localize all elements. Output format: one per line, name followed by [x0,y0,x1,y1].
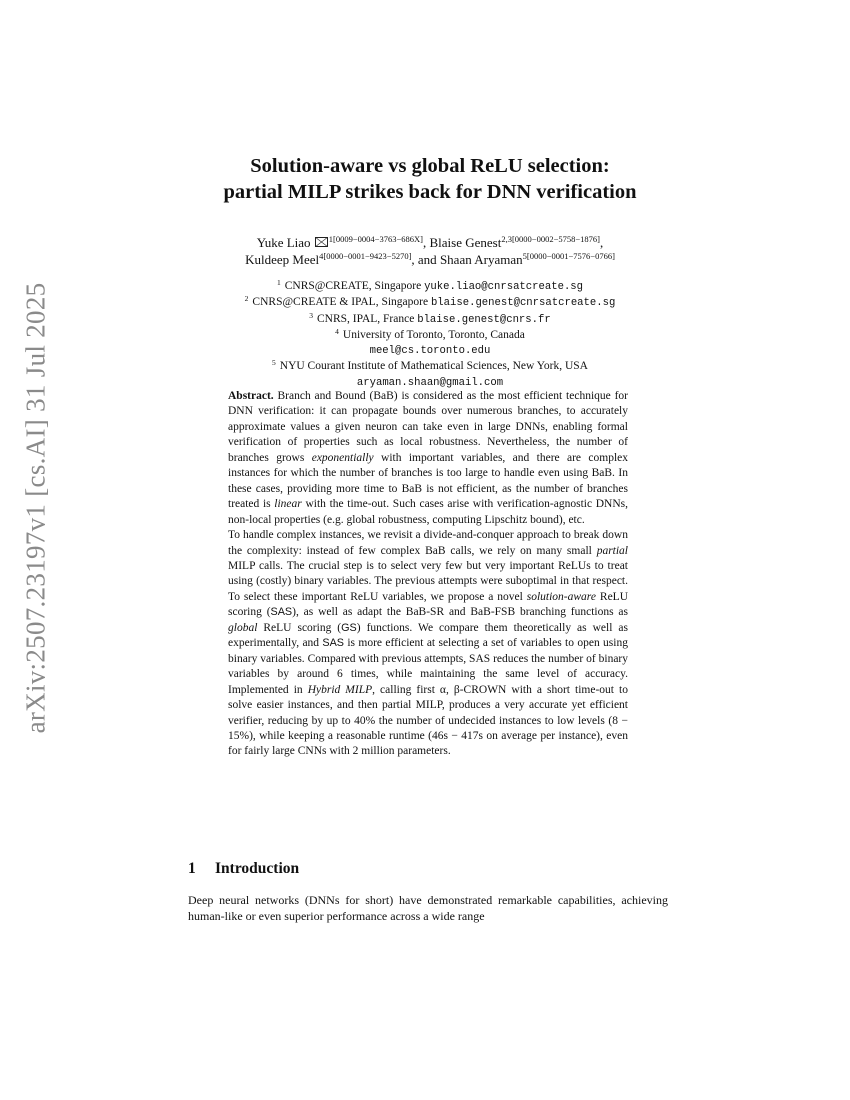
author-line-1: Yuke Liao $^{1[0009-0004-3763-686X]}$, Blaise Genest$^{2,3[0000-0002-5758-1876]}$, [256,234,604,250]
affiliation-2: $^2$ CNRS@CREATE & IPAL, Singapore blaise.genest@cnrsatcreate.sg [244,294,616,310]
affiliation-4-email [150,343,710,359]
author-orcid[interactable]: 4[0000−0001−9423−5270] [319,251,412,261]
intro-paragraph: Deep neural networks (DNNs for short) have demonstrated remarkable capabilities, achieving human-like or even superior performance across a wide range [188,893,668,923]
affiliation-3: $^3$ CNRS, IPAL, France blaise.genest@cnrs.fr [309,310,551,326]
affiliation-4: $^4$ University of Toronto, Toronto, Canada [335,326,525,341]
author-line-2: Kuldeep Meel$^{4[0000-0001-9423-5270]}$, and Shaan Aryaman$^{5[0000-0001-7576-0766]}$ [245,251,615,267]
email-link[interactable]: aryaman.shaan@gmail.com [356,376,504,389]
author-name: Shaan Aryaman [439,252,523,267]
abstract-paragraph-2: To handle complex instances, we revisit a divide-and-conquer approach to break down the complexity: instead of few complex BaB calls, we rely on many small partial MILP calls. The crucial step is to select very few but very important ReLUs to treat using (costly) binary variables. The previous attempts were suboptimal in that respect. To select these important ReLU variables, we propose a novel solution-aware ReLU scoring (SAS), as well as adapt the BaB-SR and BaB-FSB branching functions as global ReLU scoring (GS) functions. We compare them theoretically as well as experimentally, and SAS is more efficient at selecting a set of variables to open using binary variables. Compared with previous attempts, SAS reduces the number of binary variables by around 6 times, while maintaining the same level of accuracy. Implemented in Hybrid MILP, calling first α, β-CROWN with a short time-out to solve easier instances, and then partial MILP, produces a very accurate yet efficient verifier, reducing by up to 40% the number of undecided instances to low levels (8 − 15%), while keeping a reasonable runtime (46s − 417s on average per instance), even for fairly large CNNs with 2 million parameters. [228,529,629,758]
author-orcid[interactable]: 2,3[0000−0002−5758−1876] [501,234,600,244]
author-name: Yuke Liao [256,235,311,250]
title-line-1: Solution-aware vs global ReLU selection: [250,155,610,177]
email-link[interactable]: yuke.liao@cnrsatcreate.sg [424,281,584,293]
arxiv-stamp-text[interactable]: arXiv:2507.23197v1 [cs.AI] 31 Jul 2025 [20,282,51,734]
section-title: Introduction [215,860,300,877]
abstract [228,389,628,760]
author-orcid[interactable]: 1[0009−0004−3763−686X] [328,234,423,244]
section-heading-introduction [188,860,299,878]
email-link[interactable]: blaise.genest@cnrsatcreate.sg [430,297,616,310]
author-list [150,234,710,268]
author-name: Kuldeep Meel [245,252,320,267]
title-line-2: partial MILP strikes back for DNN verification [223,181,637,203]
email-link[interactable]: blaise.genest@cnrs.fr [417,313,551,326]
affiliation-1: $^1$ CNRS@CREATE, Singapore yuke.liao@cnrsatcreate.sg [276,278,584,293]
abstract-label: Abstract. [228,390,274,402]
envelope-icon[interactable] [315,237,328,247]
abstract-paragraph-1: Abstract. Branch and Bound (BaB) is considered as the most efficient technique for DNN verification: it can propagate bounds over numerous branches, to accurately approximate values a given neuron can take even in large DNNs, enabling formal verification of properties such as local robustness. Nevertheless, the number of branches grows exponentially with important variables, and there are complex instances for which the number of branches is too large to handle even using BaB. In these cases, providing more time to BaB is not efficient, as the number of branches treated is linear with the time-out. Such cases arise with verification-agnostic DNNs, non-local properties (e.g. global robustness, computing Lipschitz bound), etc. [228,390,628,526]
affiliations [150,279,710,391]
introduction-body [188,892,668,924]
section-number: 1 [188,860,196,877]
affiliation-5: $^5$ NYU Courant Institute of Mathematical Sciences, New York, USA [272,358,588,373]
paper-title [150,153,710,205]
email-link[interactable]: meel@cs.toronto.edu [369,345,491,358]
author-orcid[interactable]: 5[0000−0001−7576−0766] [522,251,615,261]
author-name: Blaise Genest [429,235,502,250]
